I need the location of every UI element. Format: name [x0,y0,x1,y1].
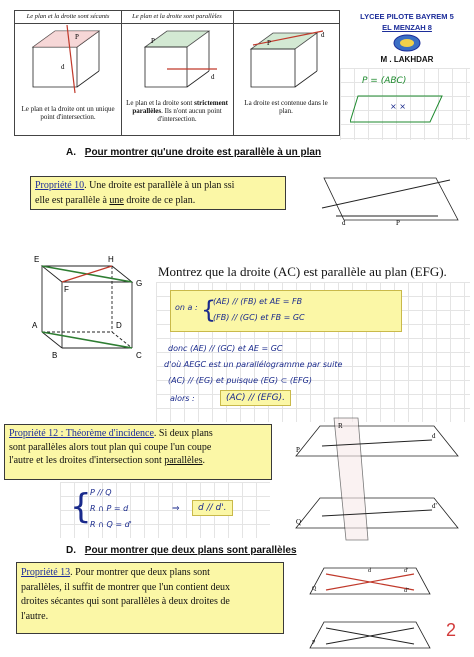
cube-label-f: F [64,285,69,294]
prop12-result: d // d'. [192,500,233,516]
prop13-q-label: Q [312,586,317,592]
solution-line3: (AC) // (EG) et puisque (EG) ⊂ (EFG) [168,376,312,385]
page-number: 2 [446,620,457,640]
solution-line4: alors : [170,394,195,403]
fig2-p-label: P [151,37,155,45]
property-12-title: Propriété 12 : Théorème d'incidence [9,428,154,439]
secant-figure [15,25,121,95]
prop13-d-label: d [368,568,371,574]
fig2-d-label: d [211,73,215,81]
cube-label-e: E [34,255,40,264]
prop13-p-label: P [312,640,316,646]
prop12-sys1: P // Q [90,488,112,497]
section-a-heading: A. Pour montrer qu'une droite est parallèle à un plan [66,147,322,158]
property-10-title: Propriété 10 [35,180,85,191]
prop13-dd-label: d'' [404,588,410,594]
prop12-figure [282,416,468,542]
note-plane: P = (ABC) [362,76,407,86]
section-d-heading: D. Pour montrer que deux plans sont parallèles [66,545,297,556]
solution-sys1: (AE) // (FB) et AE = FB [213,297,303,306]
cube-label-a: A [32,321,38,330]
prop10-p-label: P [396,219,400,227]
notes-grid [340,68,470,140]
solution-line2: d'où AEGC est un parallélogramme par suite [164,360,343,369]
solution-line1: donc (AE) // (GC) et AE = GC [168,344,283,353]
property-12-box: Propriété 12 : Théorème d'incidence. Si deux plans sont parallèles alors tout plan qui coupe l'un coupe l'autre et les droites d'intersection sont parallèles. [4,424,272,480]
note-points: × × [390,102,406,111]
property-13-box: Propriété 13. Pour montrer que deux plans sont parallèles, il suffit de montrer que l'un contient deux droites sécantes qui sont parallèles à deux droites de l'autre. [16,562,284,634]
solution-result: (AC) // (EFG). [220,390,291,406]
col2-caption: Le plan et la droite sont strictement parallèles. Ils n'ont aucun point d'intersection. [126,99,228,123]
contained-figure [233,25,339,95]
parallel-figure [121,25,233,95]
cube-label-h: H [108,255,114,264]
property-13-title: Propriété 13 [21,567,71,578]
prop12-r-label: R [338,422,343,430]
solution-system-box [170,290,402,332]
prop12-dp-label: d' [432,502,437,510]
definitions-table [14,10,340,136]
fig3-d-label: d [321,31,325,39]
prop12-d-label: d [432,432,436,440]
prop10-d-label: d [342,219,346,227]
fig1-d-label: d [61,63,65,71]
prop12-q-label: Q [296,518,302,526]
col-contained [233,11,339,135]
school-city: EL MENZAH 8 [382,23,432,32]
prop12-sys2: R ∩ P = d [90,504,129,513]
prop10-figure [318,172,468,228]
solution-sys2: (FB) // (GC) et FB = GC [213,313,305,322]
col3-caption: La droite est contenue dans le plan. [244,99,328,115]
col-secants [15,11,122,135]
col2-header: Le plan et la droite sont parallèles [121,11,233,24]
solution-brace: { [201,296,217,324]
fig3-p-label: P [267,39,271,47]
cube-label-b: B [52,351,58,360]
prop12-p-label: P [296,446,300,454]
solution-on-a: on a : [175,303,198,312]
fig1-p-label: P [75,33,79,41]
cube-figure [28,252,152,364]
teacher-name: M . LAKHDAR [380,55,434,64]
prop13-figure [296,560,444,656]
prop12-sys3: R ∩ Q = d' [90,520,132,529]
solution-area [156,282,470,422]
cube-label-d: D [116,321,122,330]
school-name: LYCEE PILOTE BAYREM 5 [360,12,454,21]
property-10-box: Propriété 10. Une droite est parallèle à un plan ssi elle est parallèle à une droite de ce plan. [30,176,286,210]
col-parallel [121,11,234,135]
prop12-brace: { [70,487,92,527]
prop12-notes [60,482,270,538]
prop12-arrow: ⇒ [172,504,180,514]
exercise-question: Montrez que la droite (AC) est parallèle au plan (EFG). [158,264,447,279]
col1-caption: Le plan et la droite ont un unique point d'intersection. [21,105,115,121]
cube-label-c: C [136,351,142,360]
col1-header: Le plan et la droite sont sécants [15,11,121,24]
school-logo [392,33,422,53]
prop13-dp-label: d' [404,568,409,574]
cube-label-g: G [136,279,143,288]
